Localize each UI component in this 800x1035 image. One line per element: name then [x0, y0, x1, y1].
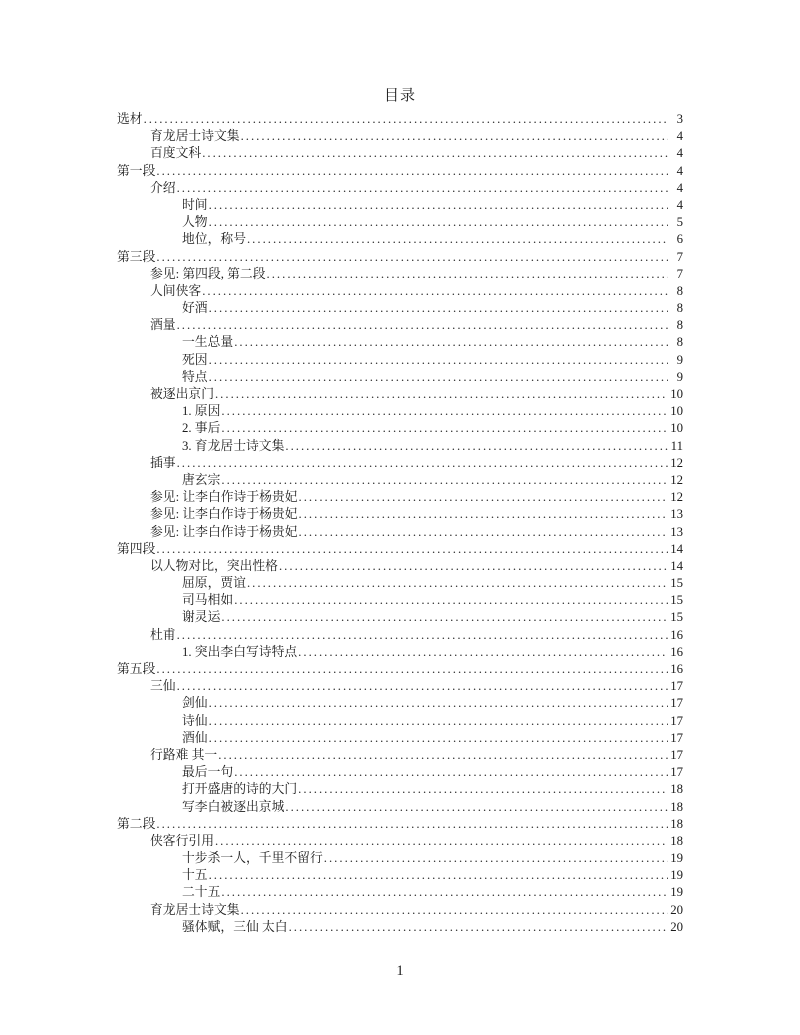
toc-entry-label: 地位，称号 [182, 232, 246, 247]
toc-entry[interactable] [117, 214, 683, 231]
toc-entry-label: 写李白被逐出京城 [182, 799, 285, 814]
toc-entry[interactable] [117, 506, 683, 523]
toc-entry-label: 屈原，贾谊 [182, 576, 246, 591]
toc-entry-label: 2. 事后 [182, 421, 221, 436]
toc-entry-label: 十步杀一人，千里不留行 [182, 851, 323, 866]
toc-entry-label: 插事 [150, 455, 176, 470]
toc-entry-page: 16 [670, 644, 683, 659]
toc-leader-dots [220, 472, 668, 489]
toc-leader-dots [240, 128, 668, 145]
toc-leader-dots [208, 695, 668, 712]
toc-entry-page: 6 [676, 232, 683, 247]
toc-leader-dots [233, 334, 668, 351]
toc-entry-page: 5 [676, 215, 683, 230]
toc-leader-dots [323, 850, 668, 867]
toc-entry-page: 16 [670, 627, 683, 642]
toc-entry-label: 打开盛唐的诗的大门 [182, 782, 298, 797]
toc-entry[interactable] [117, 455, 683, 472]
toc-entry[interactable] [117, 661, 683, 678]
toc-entry[interactable] [117, 541, 683, 558]
toc-entry[interactable] [117, 799, 683, 816]
toc-entry-label: 第三段 [117, 249, 156, 264]
toc-leader-dots [214, 833, 668, 850]
toc-leader-dots [246, 575, 668, 592]
toc-entry[interactable] [117, 489, 683, 506]
toc-entry-label: 好酒 [182, 301, 208, 316]
toc-leader-dots [284, 799, 668, 816]
toc-leader-dots [233, 592, 668, 609]
toc-entry-label: 育龙居士诗文集 [150, 129, 240, 144]
toc-leader-dots [220, 609, 668, 626]
toc-entry-page: 4 [676, 146, 683, 161]
toc-entry-label: 第四段 [117, 541, 156, 556]
toc-entry-label: 参见: 让李白作诗于杨贵妃 [150, 507, 298, 522]
toc-entry[interactable] [117, 644, 683, 661]
toc-entry-page: 19 [670, 868, 683, 883]
toc-entry-label: 第一段 [117, 163, 156, 178]
toc-entry[interactable] [117, 300, 683, 317]
toc-entry[interactable] [117, 352, 683, 369]
toc-entry-page: 7 [676, 266, 683, 281]
toc-leader-dots [220, 403, 668, 420]
toc-entry[interactable] [117, 558, 683, 575]
toc-entry-page: 9 [676, 352, 683, 367]
toc-leader-dots [297, 781, 668, 798]
toc-entry-label: 1. 突出李白写诗特点 [182, 644, 298, 659]
toc-leader-dots [208, 867, 668, 884]
toc-entry-page: 17 [670, 730, 683, 745]
toc-entry-label: 剑仙 [182, 696, 208, 711]
toc-entry-page: 17 [670, 747, 683, 762]
toc-entry-page: 9 [676, 369, 683, 384]
toc-entry-page: 17 [670, 679, 683, 694]
toc-leader-dots [201, 283, 668, 300]
toc-entry-page: 15 [670, 610, 683, 625]
toc-entry-page: 4 [676, 163, 683, 178]
toc-entry-page: 20 [670, 919, 683, 934]
toc-entry[interactable] [117, 524, 683, 541]
toc-entry[interactable] [117, 386, 683, 403]
toc-leader-dots [240, 902, 668, 919]
toc-entry-page: 15 [670, 576, 683, 591]
toc-leader-dots [208, 713, 668, 730]
toc-entry-page: 12 [670, 472, 683, 487]
toc-entry[interactable] [117, 403, 683, 420]
toc-entry-label: 酒仙 [182, 730, 208, 745]
toc-entry-label: 三仙 [150, 679, 176, 694]
toc-entry[interactable] [117, 317, 683, 334]
toc-leader-dots [176, 678, 668, 695]
toc-leader-dots [155, 661, 668, 678]
toc-entry-label: 参见: 让李白作诗于杨贵妃 [150, 490, 298, 505]
toc-entry[interactable] [117, 902, 683, 919]
toc-leader-dots [155, 541, 668, 558]
toc-leader-dots [284, 438, 668, 455]
toc-entry[interactable] [117, 369, 683, 386]
toc-leader-dots [266, 266, 668, 283]
toc-entry[interactable] [117, 781, 683, 798]
toc-entry-page: 17 [670, 713, 683, 728]
toc-entry[interactable] [117, 747, 683, 764]
toc-leader-dots [176, 455, 668, 472]
toc-leader-dots [208, 352, 668, 369]
toc-entry-page: 7 [676, 249, 683, 264]
toc-entry-page: 10 [670, 387, 683, 401]
toc-entry[interactable] [117, 420, 683, 437]
toc-entry[interactable] [117, 128, 683, 145]
toc-leader-dots [278, 558, 668, 575]
toc-entry-page: 8 [676, 318, 683, 333]
toc-entry-label: 十五 [182, 868, 208, 883]
toc-entry-page: 13 [670, 507, 683, 522]
toc-entry[interactable] [117, 231, 683, 248]
toc-entry-label: 人物 [182, 215, 208, 230]
toc-entry-label: 司马相如 [182, 593, 234, 608]
toc-entry-page: 14 [670, 541, 683, 556]
toc-entry-label: 介绍 [150, 180, 176, 195]
toc-entry-label: 唐玄宗 [182, 472, 221, 487]
toc-leader-dots [298, 506, 668, 523]
toc-leader-dots [208, 214, 668, 231]
toc-entry[interactable] [117, 180, 683, 197]
toc-entry-label: 人间侠客 [150, 283, 202, 298]
toc-entry-label: 死因 [182, 352, 208, 367]
toc-list [117, 111, 683, 936]
toc-entry-page: 11 [670, 438, 683, 453]
toc-entry[interactable] [117, 713, 683, 730]
toc-entry-page: 18 [670, 782, 683, 797]
toc-entry[interactable] [117, 816, 683, 833]
toc-entry-page: 20 [670, 902, 683, 917]
toc-entry-page: 8 [676, 335, 683, 350]
toc-leader-dots [297, 644, 668, 661]
toc-leader-dots [155, 249, 668, 266]
toc-entry-label: 一生总量 [182, 335, 234, 350]
toc-entry-page: 8 [676, 283, 683, 298]
toc-leader-dots [176, 317, 668, 334]
toc-entry[interactable] [117, 472, 683, 489]
toc-entry[interactable] [117, 884, 683, 901]
toc-leader-dots [208, 300, 668, 317]
toc-leader-dots [155, 816, 668, 833]
toc-entry-page: 17 [670, 765, 683, 780]
toc-entry-label: 杜甫 [150, 627, 176, 642]
toc-entry-label: 第二段 [117, 816, 156, 831]
toc-entry-label: 酒量 [150, 318, 176, 333]
toc-entry-label: 侠客行引用 [150, 833, 214, 848]
toc-entry-page: 8 [676, 301, 683, 316]
toc-entry[interactable] [117, 145, 683, 162]
toc-entry-page: 12 [670, 455, 683, 470]
toc-entry-label: 选材 [117, 112, 143, 126]
toc-leader-dots [208, 730, 668, 747]
page-number: 1 [396, 963, 404, 979]
toc-entry-page: 4 [676, 180, 683, 195]
toc-leader-dots [220, 420, 668, 437]
toc-entry-page: 17 [670, 696, 683, 711]
toc-leader-dots [217, 747, 668, 764]
toc-leader-dots [176, 180, 668, 197]
toc-entry-label: 以人物对比，突出性格 [150, 558, 278, 573]
toc-leader-dots [208, 369, 668, 386]
toc-leader-dots [214, 386, 668, 403]
toc-entry[interactable] [117, 850, 683, 867]
toc-leader-dots [288, 919, 668, 936]
toc-entry[interactable] [117, 283, 683, 300]
toc-entry-page: 15 [670, 593, 683, 608]
toc-entry-label: 第五段 [117, 662, 156, 676]
toc-entry[interactable] [117, 592, 683, 609]
toc-leader-dots [233, 764, 668, 781]
toc-entry-label: 参见: 让李白作诗于杨贵妃 [150, 524, 298, 539]
toc-entry-label: 被逐出京门 [150, 387, 214, 401]
toc-leader-dots [220, 884, 668, 901]
toc-entry[interactable] [117, 627, 683, 644]
toc-entry[interactable] [117, 730, 683, 747]
toc-entry-page: 3 [676, 112, 683, 126]
toc-entry-label: 谢灵运 [182, 610, 221, 625]
toc-entry[interactable] [117, 197, 683, 214]
toc-title: 目录 [383, 88, 416, 104]
toc-leader-dots [143, 111, 668, 128]
toc-entry[interactable] [117, 163, 683, 180]
toc-entry-label: 二十五 [182, 885, 221, 900]
toc-leader-dots [298, 489, 668, 506]
toc-entry-page: 18 [670, 816, 683, 831]
toc-entry[interactable] [117, 919, 683, 936]
toc-entry[interactable] [117, 695, 683, 712]
toc-entry-page: 4 [676, 129, 683, 144]
toc-entry-label: 特点 [182, 369, 208, 384]
toc-entry[interactable] [117, 609, 683, 626]
toc-entry[interactable] [117, 334, 683, 351]
toc-entry[interactable] [117, 249, 683, 266]
toc-entry-label: 1. 原因 [182, 404, 221, 419]
toc-entry-page: 19 [670, 885, 683, 900]
toc-leader-dots [208, 197, 668, 214]
toc-leader-dots [201, 145, 668, 162]
toc-entry-label: 百度文科 [150, 146, 202, 161]
toc-entry-page: 12 [670, 490, 683, 505]
toc-entry-label: 骚体赋，三仙 太白 [182, 919, 288, 934]
toc-entry-page: 10 [670, 421, 683, 436]
toc-entry[interactable] [117, 575, 683, 592]
toc-entry[interactable] [117, 764, 683, 781]
toc-entry-label: 育龙居士诗文集 [150, 902, 240, 917]
toc-entry-label: 最后一句 [182, 765, 234, 780]
toc-entry-page: 13 [670, 524, 683, 539]
toc-entry-label: 诗仙 [182, 713, 208, 728]
toc-entry-page: 4 [676, 197, 683, 212]
toc-entry-label: 参见: 第四段, 第二段 [150, 266, 266, 281]
toc-entry[interactable] [117, 678, 683, 695]
toc-leader-dots [246, 231, 668, 248]
toc-entry[interactable] [117, 266, 683, 283]
toc-entry-page: 10 [670, 404, 683, 419]
toc-entry-page: 19 [670, 851, 683, 866]
toc-entry[interactable] [117, 833, 683, 850]
toc-entry[interactable] [117, 438, 683, 455]
toc-entry[interactable] [117, 111, 683, 128]
toc-entry-label: 行路难 其一 [150, 747, 218, 762]
toc-entry-label: 3. 育龙居士诗文集 [182, 438, 285, 453]
toc-entry-page: 14 [670, 558, 683, 573]
toc-entry-page: 16 [670, 662, 683, 676]
toc-entry-label: 时间 [182, 197, 208, 212]
toc-entry-page: 18 [670, 799, 683, 814]
toc-entry[interactable] [117, 867, 683, 884]
toc-leader-dots [298, 524, 668, 541]
toc-leader-dots [176, 627, 668, 644]
toc-leader-dots [155, 163, 668, 180]
toc-entry-page: 18 [670, 833, 683, 848]
